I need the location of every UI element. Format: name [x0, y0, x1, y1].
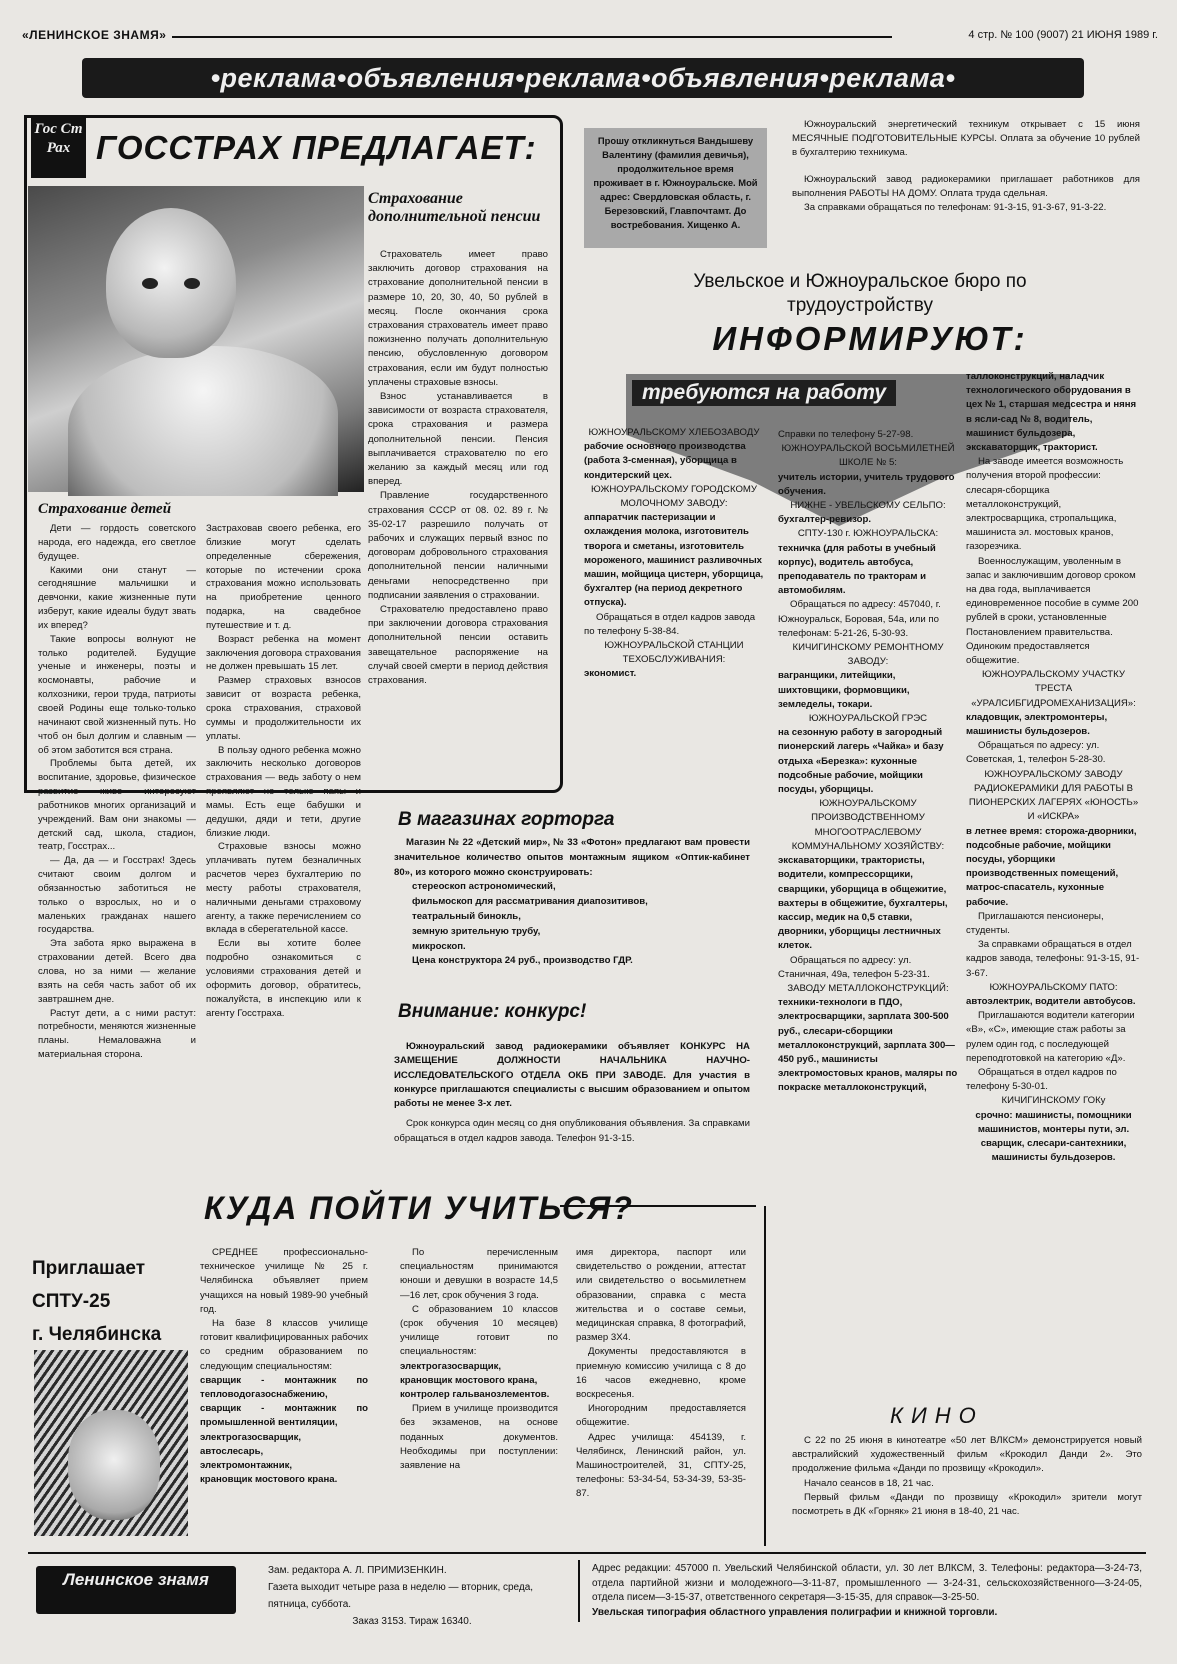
paragraph: Документы предоставляются в приемную комиссию училища с 8 до 16 часов ежедневно, кроме воскресенья.	[576, 1346, 746, 1401]
contact-info: Обращаться в отдел кадров завода по телефону 5-38-84.	[584, 611, 756, 637]
gortorg-item: театральный бинокль,	[412, 910, 521, 922]
contact-info: Обращаться по адресу: ул. Станичная, 49а, телефон 5-23-31.	[778, 954, 930, 980]
employer-heading: НИЖНЕ - УВЕЛЬСКОМУ СЕЛЬПО:	[790, 500, 946, 512]
info-paragraph: Приглашаются пенсионеры, студенты.	[966, 910, 1104, 936]
paragraph: С 22 по 25 июня в кинотеатре «50 лет ВЛКСМ» демонстрируется новый австралийский художественный фильм «Крокодил Данди 2». Это продолжение фильма «Данди по прозвищу «Крокодил».	[792, 1435, 1142, 1475]
printer-line: Увельская типография областного управления полиграфии и книжной торговли.	[592, 1606, 998, 1618]
kuda-rule	[560, 1205, 756, 1207]
paragraph: На базе 8 классов училище готовит квалифицированных рабочих со средним образованием по следующим специальностям:	[200, 1318, 368, 1372]
paragraph: Правление государственного страхования СССР от 08. 02. 89 г. № 35-02-17 разрешило получать от рабочих и служащих первый взнос по договорам добровольного страхования дополнительной пенсии наличными деньгами непосредственно при подписании заявления о страховании.	[368, 490, 548, 601]
employer-heading: ЮЖНОУРАЛЬСКОЙ СТАНЦИИ ТЕХОБСЛУЖИВАНИЯ:	[604, 640, 744, 666]
invite-line: г. Челябинска	[32, 1324, 162, 1345]
gortorg-item: стереоскоп астрономический,	[412, 881, 556, 893]
personal-notice: Прошу откликнуться Вандышеву Валентину (фамилия девичья), продолжительное время проживает в г. Южноуральске. Мой адрес: Свердловская область, г. Березовский, Главпочтамт. До востребования. Хищенко А.	[584, 128, 767, 248]
bureau-inform-heading: ИНФОРМИРУЮТ:	[712, 320, 1028, 357]
paragraph: Первый фильм «Данди по прозвищу «Крокодил» зрители могут посмотреть в ДК «Горняк» 21 июня в 18-40, 21 час.	[792, 1491, 1142, 1518]
specialty: контролер гальванозлементов.	[400, 1389, 550, 1401]
info-paragraph: Приглашаются водители категории «В», «С», имеющие стаж работы за рулем один год, с последующей переподготовкой на категорию «Д».	[966, 1010, 1135, 1064]
newspaper-logo: Ленинское знамя	[36, 1566, 236, 1614]
gortorg-item: фильмоскоп для рассматривания диапозитивов,	[412, 896, 648, 908]
children-article-col2	[206, 522, 361, 1020]
gosstrakh-logo: Гос Ст Рах	[31, 118, 86, 178]
job-list: таллоконструкций, наладчик технологического оборудования в цех № 1, старшая медсестра и няня в ясли-сад № 8, водитель, машинист бульдозера, экскаваторщик, тракторист.	[966, 371, 1137, 454]
paragraph: Начало сеансов в 18, 21 час.	[804, 1477, 934, 1489]
specialty: автослесарь,	[200, 1445, 264, 1457]
konkurs-text: Южноуральский завод радиокерамики объявляет КОНКУРС НА ЗАМЕЩЕНИЕ ДОЛЖНОСТИ НАЧАЛЬНИКА НАУЧНО-ИССЛЕДОВАТЕЛЬСКОГО ОТДЕЛА ОКБ ПРИ ЗАВОДЕ. Для участия в конкурсе приглашаются специалисты с высшим образованием и опытом работы не менее 3-х лет.	[394, 1041, 750, 1110]
kino-ad	[792, 1434, 1142, 1519]
employer-heading: КИЧИГИНСКОМУ РЕМОНТНОМУ ЗАВОДУ:	[792, 642, 944, 668]
bureau-title: Увельское и Южноуральское бюро по трудоустройству	[693, 271, 1027, 316]
kuda-column-1	[200, 1246, 368, 1487]
student-photo	[34, 1350, 188, 1536]
paragraph: Страхователь имеет право заключить договор страхования на страхование дополнительной пенсии в размере 10, 20, 30, 40, 50 рублей в месяц. После окончания срока страхования страхователь имеет право пожизненно получать дополнительную пенсию, обусловленную договором страхования, если им будут полностью уплачены страховые взносы.	[368, 249, 548, 388]
paragraph: В пользу одного ребенка можно заключить несколько договоров страхования — ведь заботу о нем проявляют не только папы и мамы. Есть еще бабушки и дедушки, дяди и тети, другие близкие люди.	[206, 744, 361, 839]
newspaper-name: «ЛЕНИНСКОЕ ЗНАМЯ»	[22, 28, 167, 42]
paragraph: Страхователю предоставлено право при заключении договора страхования дополнительной пенсии оставить завещательное распоряжение на случай своей смерти в период действия страхования.	[368, 604, 548, 687]
job-list: срочно: машинисты, помощники машинистов, монтеры пути, эл. сварщик, слесари-сантехники, машинисты бульдозеров.	[975, 1109, 1132, 1164]
job-list: техники-технологи в ПДО, электросварщики, зарплата 300-500 руб., слесари-сборщики металлоконструкций, зарплата 300—450 руб., машинисты электромостовых кранов, маляры по покраске металлоконструкций,	[778, 997, 958, 1094]
paragraph: СРЕДНЕЕ профессионально-техническое училище № 25 г. Челябинска объявляет прием учащихся на новый 1989-90 учебный год.	[200, 1247, 368, 1315]
paragraph: Взнос устанавливается в зависимости от возраста страхователя, срока страхования и размера дополнительной пенсии. Пенсия выплачивается страхователю по его желанию за каждый месяц или год вперед.	[368, 391, 548, 488]
paragraph: Прием в училище производится без экзаменов, на основе поданных документов. Необходимы при поступлении: заявление на	[400, 1403, 558, 1472]
job-list: бухгалтер-ревизор.	[778, 514, 872, 526]
gortorg-heading: В магазинах горторга	[398, 809, 615, 830]
paragraph: Страховые взносы можно уплачивать путем безналичных расчетов через бухгалтерию по месту работы страхователя, наличными деньгами страховому агенту, а также перечислением со вклада в сберегательной кассе.	[206, 841, 361, 936]
masthead	[22, 26, 1158, 46]
info-paragraph: На заводе имеется возможность получения второй профессии: слесаря-сборщика металлоконструкций, электросварщика, стропальщика, машиниста эл. мостовых кранов, газорезчика.	[966, 456, 1124, 553]
specialty: электрогазосварщик,	[200, 1431, 302, 1443]
specialty: крановщик мостового крана,	[400, 1374, 538, 1386]
specialty: сварщик - монтажник по тепловодогазоснабжению,	[200, 1374, 368, 1401]
paragraph: Эта забота ярко выражена в страховании детей. Всего два слова, но за ними — желание взять на себя часть забот об их завтрашнем дне.	[38, 938, 196, 1005]
invite-line: СПТУ-25	[32, 1291, 111, 1312]
job-list: учитель истории, учитель трудового обучения.	[778, 471, 955, 497]
editor-line: Зам. редактора А. Л. ПРИМИЗЕНКИН.	[268, 1565, 447, 1576]
employer-heading: ЮЖНОУРАЛЬСКОМУ ПАТО:	[989, 981, 1118, 993]
kuda-column-2	[400, 1246, 558, 1473]
ad-paragraph: Южноуральский энергетический техникум открывает с 15 июня МЕСЯЧНЫЕ ПОДГОТОВИТЕЛЬНЫЕ КУРСЫ. Оплата за обучение 10 рублей в бухгалтерию техникума.	[792, 119, 1140, 159]
footer-divider	[578, 1560, 580, 1622]
gortorg-item: земную зрительную трубу,	[412, 925, 541, 937]
paragraph: Возраст ребенка на момент заключения договора страхования не должен превышать 15 лет.	[206, 633, 361, 673]
kuda-column-3	[576, 1246, 746, 1502]
paragraph: Проблемы быта детей, их воспитание, здоровье, физическое развитие живо интересуют работников многих организаций и учреждений. Вам они знакомы — детский сад, школа, стадион, театр, Госстрах...	[38, 758, 196, 853]
info-paragraph: Военнослужащим, уволенным в запас и заключившим договор сроком на два года, выплачивается единовременное пособие в сумме 200 рублей в сроки, установленные Постановлением правительства. Одиноким предоставляется общежитие.	[966, 555, 1139, 667]
specialty: электромонтажник,	[200, 1460, 293, 1472]
employer-heading: СПТУ-130 г. ЮЖНОУРАЛЬСКА:	[797, 528, 939, 540]
job-list: экономист.	[584, 668, 637, 680]
specialty: электрогазосварщик,	[400, 1360, 502, 1372]
employer-heading: ЗАВОДУ МЕТАЛЛОКОНСТРУКЦИЙ:	[787, 982, 949, 994]
invite-line: Приглашает	[32, 1258, 146, 1279]
kuda-title: КУДА ПОЙТИ УЧИТЬСЯ?	[204, 1190, 634, 1226]
children-heading: Страхование детей	[38, 501, 172, 517]
address-line: Адрес редакции: 457000 п. Увельский Челябинской области, ул. 30 лет ВЛКСМ, 3. Телефоны: редактора—3-24-73, отдела партийной жизни и молодежного—3-11-87, промышленного — 3-24-31, сельскохозяйственного—3-24-05, отдела писем—3-15-37, ответственного секретаря—3-15-35, для справок—3-25-50.	[592, 1563, 1142, 1603]
footer-address	[592, 1562, 1142, 1620]
paragraph: Застраховав своего ребенка, его близкие могут сделать определенные сбережения, которые по истечении срока страхования можно использовать на приобретение ценного подарка, на свадебное путешествие и т. д.	[206, 523, 361, 631]
job-list: автоэлектрик, водители автобусов.	[966, 995, 1136, 1007]
paragraph: Какими они станут — сегодняшние мальчишки и девчонки, какие жизненные пути изберут, какие идеалы будут звать их вперед?	[38, 564, 196, 631]
employer-heading: ЮЖНОУРАЛЬСКОЙ ВОСЬМИЛЕТНЕЙ ШКОЛЕ № 5:	[781, 443, 955, 469]
employer-heading: ЮЖНОУРАЛЬСКОМУ УЧАСТКУ ТРЕСТА «УРАЛСИБГИДРОМЕХАНИЗАЦИЯ»:	[971, 669, 1136, 709]
advertising-banner: •реклама•объявления•реклама•объявления•реклама•	[82, 58, 1084, 98]
masthead-rule	[172, 36, 892, 38]
paragraph: Адрес училища: 454139, г. Челябинск, Ленинский район, ул. Машиностроителей, 31, СПТУ-25, телефоны: 53-34-54, 53-34-39, 53-35-87.	[576, 1431, 746, 1500]
employer-heading: ЮЖНОУРАЛЬСКОМУ ПРОИЗВОДСТВЕННОМУ МНОГООТРАСЛЕВОМУ КОММУНАЛЬНОМУ ХОЗЯЙСТВУ:	[791, 798, 945, 852]
paragraph: Растут дети, а с ними растут: потребности, меняются жизненные планы. Немаловажна и материальная сторона.	[38, 1007, 196, 1061]
paragraph: С образованием 10 классов (срок обучения 10 месяцев) училище готовит по специальностям:	[400, 1303, 558, 1358]
kino-heading: КИНО	[890, 1403, 984, 1428]
contact-info: За справками обращаться в отдел кадров завода, телефоны: 91-3-15, 91-3-67.	[966, 939, 1140, 979]
paragraph: Если вы хотите более подробно ознакомиться с условиями страхования детей и оформить договор, обратитесь, пожалуйста, в инспекцию или к агенту Госстраха.	[206, 938, 361, 1019]
jobs-column-3	[966, 370, 1141, 1165]
footer-rule	[28, 1552, 1146, 1554]
paragraph: Иногородним предоставляется общежитие.	[576, 1403, 746, 1429]
paragraph: По перечисленным специальностям принимаются юноши и девушки в возрасте 14,5—16 лет, срок обучения 3 года.	[400, 1247, 558, 1301]
pension-article	[368, 248, 548, 688]
contact-info: Обращаться в отдел кадров по телефону 5-30-01.	[966, 1066, 1117, 1093]
contact-info: Обращаться по адресу: 457040, г. Южноуральск, Боровая, 54а, или по телефонам: 5-21-26, 5-30-93.	[778, 599, 941, 639]
job-list: техничка (для работы в учебный корпус), водитель автобуса, преподаватель по тракторам и автомобилям.	[778, 542, 936, 597]
ad-paragraph: Южноуральский завод радиокерамики приглашает работников для выполнения РАБОТЫ НА ДОМУ. Оплата труда сдельная.	[792, 173, 1140, 199]
technikum-ads	[792, 118, 1140, 215]
jobs-column-2	[778, 428, 958, 1096]
pension-heading: Страхование дополнительной пенсии	[368, 190, 541, 225]
jobs-label: требуются на работу	[632, 380, 896, 406]
job-list: на сезонную работу в загородный пионерский лагерь «Чайка» и базу отдыха «Березка»: кухонные подсобные рабочие, мойщики посуды, уборщицы.	[778, 727, 944, 796]
schedule-line: Газета выходит четыре раза в неделю — вторник, среда, пятница, суббота.	[268, 1582, 534, 1610]
paragraph: Размер страховых взносов зависит от возраста ребенка, срока страхования, страховой суммы и продолжительности их уплаты.	[206, 675, 361, 742]
baby-photo	[28, 186, 364, 492]
gortorg-intro: Магазин № 22 «Детский мир», № 33 «Фотон» предлагают вам провести значительное количество опытов монтажным ящиком «Оптик-кабинет 80», из которого можно сконструировать:	[394, 837, 750, 878]
specialty: крановщик мостового крана.	[200, 1474, 338, 1486]
job-list: кладовщик, электромонтеры, машинисты бульдозеров.	[966, 711, 1108, 738]
gortorg-ad	[394, 836, 750, 969]
employer-heading: ЮЖНОУРАЛЬСКОМУ ГОРОДСКОМУ МОЛОЧНОМУ ЗАВОДУ:	[591, 483, 757, 510]
job-list: рабочие основного производства (работа 3-сменная), уборщица в кондитерский цех.	[584, 441, 746, 481]
job-list: аппаратчик пастеризации и охлаждения молока, изготовитель творога и сметаны, изготовитель мороженого, машинист разливочных машин, мойщица цистерн, уборщица, бухгалтер (на период декретного отпуска).	[584, 512, 764, 609]
ad-paragraph: За справками обращаться по телефонам: 91-3-15, 91-3-67, 91-3-22.	[804, 202, 1107, 214]
employer-heading: ЮЖНОУРАЛЬСКОЙ ГРЭС	[808, 713, 928, 725]
paragraph: имя директора, паспорт или свидетельство о рождении, аттестат или свидетельство о восьмилетнем образовании, справка с места жительства и о составе семьи, медицинская справка, 8 фотографий, размер 3Х4.	[576, 1247, 746, 1344]
sptu-invite	[32, 1252, 200, 1351]
employer-heading: ЮЖНОУРАЛЬСКОМУ ЗАВОДУ РАДИОКЕРАМИКИ ДЛЯ РАБОТЫ В ПИОНЕРСКИХ ЛАГЕРЯХ «ЮНОСТЬ» И «ИСКРА»	[968, 768, 1139, 823]
job-list: экскаваторщики, трактористы, водители, компрессорщики, сварщики, уборщица в общежитие, вахтеры в общежитие, бухгалтеры, кассир, медик на 0,5 ставки, дворники, уборщицы лестничных клеток.	[778, 855, 948, 952]
order-line: Заказ 3153. Тираж 16340.	[352, 1616, 472, 1627]
job-list: в летнее время: сторожа-дворники, подсобные рабочие, мойщики посуды, уборщики производственных помещений, матрос-спасатель, кухонные рабочие.	[966, 825, 1137, 908]
contact-info: Обращаться по адресу: ул. Советская, 1, телефон 5-28-30.	[966, 740, 1106, 766]
gosstrakh-title: ГОССТРАХ ПРЕДЛАГАЕТ:	[96, 129, 537, 166]
gortorg-price: Цена конструктора 24 руб., производство ГДР.	[412, 955, 633, 967]
issue-date-line: 4 стр. № 100 (9007) 21 ИЮНЯ 1989 г.	[968, 29, 1158, 41]
gortorg-item: микроскоп.	[412, 940, 466, 952]
footer-imprint	[268, 1562, 556, 1630]
paragraph: — Да, да — и Госстрах! Здесь считают своим долгом и обязанностью заботиться не только о взрослых, но и о маленьких гражданах нашего государства.	[38, 855, 196, 936]
children-article-col1	[38, 522, 196, 1062]
paragraph: Дети — гордость советского народа, его надежда, его светлое будущее.	[38, 523, 196, 562]
konkurs-text: Срок конкурса один месяц со дня опубликования объявления. За справками обращаться в отдел кадров завода. Телефон 91-3-15.	[394, 1118, 750, 1144]
job-list: вагранщики, литейщики, шихтовщики, формовщики, земледелы, токари.	[778, 670, 910, 710]
employer-heading: ЮЖНОУРАЛЬСКОМУ ХЛЕБОЗАВОДУ	[588, 427, 760, 438]
konkurs-ad	[394, 1040, 750, 1146]
employer-heading: КИЧИГИНСКОМУ ГОКу	[1001, 1095, 1106, 1107]
contact-info: Справки по телефону 5-27-98.	[778, 429, 914, 440]
jobs-column-1	[584, 426, 764, 682]
paragraph: Такие вопросы волнуют не только родителей. Будущие ученые и инженеры, поэты и космонавты, рабочие и колхозники, герои труда, патриоты своей Родины еще только-только начинают свой жизненный путь. Но чтоб он был долгим и славным — об этом заботится вся страна.	[38, 633, 196, 756]
konkurs-heading: Внимание: конкурс!	[398, 1001, 587, 1022]
specialty: сварщик - монтажник по промышленной вентиляции,	[200, 1403, 368, 1429]
